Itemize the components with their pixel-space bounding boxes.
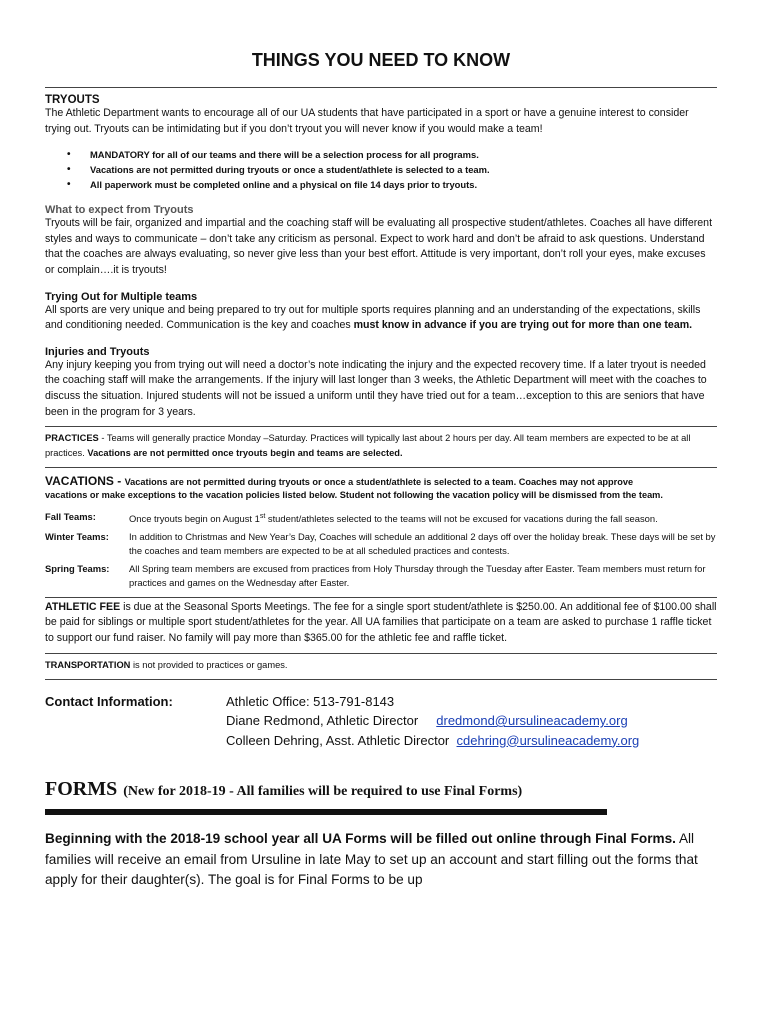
season-text: In addition to Christmas and New Year’s Day, Coaches will schedule an additional 2 days off over the holiday break. These days will be set by the coaches and team members are expected to be at all scheduled practices and contests. xyxy=(129,530,716,557)
season-text: All Spring team members are excused from practices from Holy Thursday through the Tuesday after Easter. Team members must return for practices and games on the Wednesday after Easter. xyxy=(129,562,706,589)
divider xyxy=(45,420,717,427)
vacations-heading: VACATIONS - Vacations are not permitted during tryouts or once a student/athlete is selected to a team. Coaches may not approve xyxy=(45,474,634,489)
document-content xyxy=(45,50,717,891)
forms-emphasis: Beginning with the 2018-19 school year all UA Forms will be filled out online through Final Forms. xyxy=(45,831,676,847)
season-fall xyxy=(45,510,717,527)
divider xyxy=(45,647,717,654)
expect-text: Tryouts will be fair, organized and impartial and the coaching staff will be evaluating all prospective student/athletes. Coaches all have different styles and ways to communicate – don’t take any criticism as personal. Expect to work hard and don’t be afraid to ask questions. Understand that the coaches are always evaluating, so never give less than your best effort. Attitude is very important, don’t roll your eyes, make excuses or complain….it is tryouts! xyxy=(45,217,713,276)
divider xyxy=(45,461,717,468)
injuries-text: Any injury keeping you from trying out will need a doctor’s note indicating the injury and the expected recovery time. If a later tryout is needed the coaching staff will make the arrangements. If the injury will last longer than 3 weeks, the Athletic Department will meet with the coaches to discuss the situation. Injured students will not be issued a uniform until they have tried out for a team…exception to this are seniors that have been in the program for 3 years. xyxy=(45,358,707,418)
divider xyxy=(45,591,717,598)
divider xyxy=(45,673,717,680)
season-label: Spring Teams: xyxy=(45,562,110,574)
director-row: Diane Redmond, Athletic Director dredmond@ursulineacademy.org xyxy=(226,713,628,729)
practices-emphasis: Vacations are not permitted once tryouts begin and teams are selected. xyxy=(87,448,403,459)
contact-details xyxy=(226,692,639,751)
forms-note: (New for 2018-19 - All families will be required to use Final Forms) xyxy=(123,784,523,800)
transportation-paragraph: TRANSPORTATION is not provided to practices or games. xyxy=(45,659,288,670)
tryouts-intro: The Athletic Department wants to encourage all of our UA students that have participated in a sport or have a genuine interest to consider trying out. Tryouts can be intimidating but if you don’t tryout you will never know if you would make a team! xyxy=(45,107,689,135)
forms-divider xyxy=(45,809,607,815)
multiple-teams-heading: Trying Out for Multiple teams xyxy=(45,290,198,303)
tryouts-bullet-list xyxy=(45,147,717,192)
tryouts-heading: TRYOUTS xyxy=(45,94,100,106)
asst-director-row: Colleen Dehring, Asst. Athletic Director cdehring@ursulineacademy.org xyxy=(226,732,640,748)
vacations-policy-text: vacations or make exceptions to the vacation policies listed below. Student not following the vacation policy will be dismissed from the team. xyxy=(45,490,663,501)
divider xyxy=(45,75,717,88)
director-email-link[interactable]: dredmond@ursulineacademy.org xyxy=(436,713,628,729)
practices-label: PRACTICES xyxy=(45,433,99,444)
season-text: Once tryouts begin on August 1st student/athletes selected to the teams will not be excused for vacations during the fall season. xyxy=(129,513,658,525)
contact-information xyxy=(45,692,717,751)
season-winter xyxy=(45,530,717,559)
multiple-teams-text: All sports are very unique and being prepared to try out for multiple sports requires planning and an understanding of the expectations, skills and conditioning needed. Communication is the key and coaches must know in advance if you are trying out for more than one team. xyxy=(45,303,701,332)
list-item: • All paperwork must be completed online and a physical on file 14 days prior to tryouts. xyxy=(45,177,717,192)
athletic-office-phone: Athletic Office: 513-791-8143 xyxy=(226,693,395,709)
forms-heading: FORMS (New for 2018-19 - All families will be required to use Final Forms) xyxy=(45,778,523,801)
season-label: Fall Teams: xyxy=(45,511,96,523)
list-item: • Vacations are not permitted during tryouts or once a student/athlete is selected to a team. xyxy=(45,162,717,177)
injuries-heading: Injuries and Tryouts xyxy=(45,345,150,358)
practices-paragraph: PRACTICES - Teams will generally practice Monday –Saturday. Practices will typically last about 2 hours per day. All team members are expected to be at all practices. Vacations are not permitted once tryouts begin and teams are selected. xyxy=(45,433,691,459)
list-item: • MANDATORY for all of our teams and there will be a selection process for all programs. xyxy=(45,147,717,162)
page-title: THINGS YOU NEED TO KNOW xyxy=(251,50,511,70)
transportation-label: TRANSPORTATION xyxy=(45,659,131,670)
athletic-fee-label: ATHLETIC FEE xyxy=(45,600,121,613)
athletic-fee-paragraph: ATHLETIC FEE is due at the Seasonal Sports Meetings. The fee for a single sport student/athlete is $250.00. An additional fee of $100.00 shall be paid for siblings or multiple sport student/athletes for the year. All UA families that participate on a team are asked to purchase 1 raffle ticket to support our fund raiser. No family will pay more than $365.00 for the athletic fee and raffle ticket. xyxy=(45,600,717,644)
season-label: Winter Teams: xyxy=(45,530,109,542)
forms-text: Beginning with the 2018-19 school year all UA Forms will be filled out online through Final Forms. All families will receive an email from Ursuline in late May to set up an account and start filling out the forms that apply for their daughter(s). The goal is for Final Forms to be up xyxy=(45,831,698,888)
season-spring xyxy=(45,562,717,591)
asst-director-email-link[interactable]: cdehring@ursulineacademy.org xyxy=(456,732,640,748)
contact-label: Contact Information: xyxy=(45,693,173,709)
expect-heading: What to expect from Tryouts xyxy=(45,204,194,217)
multiple-teams-emphasis: must know in advance if you are trying out for more than one team. xyxy=(353,319,693,332)
